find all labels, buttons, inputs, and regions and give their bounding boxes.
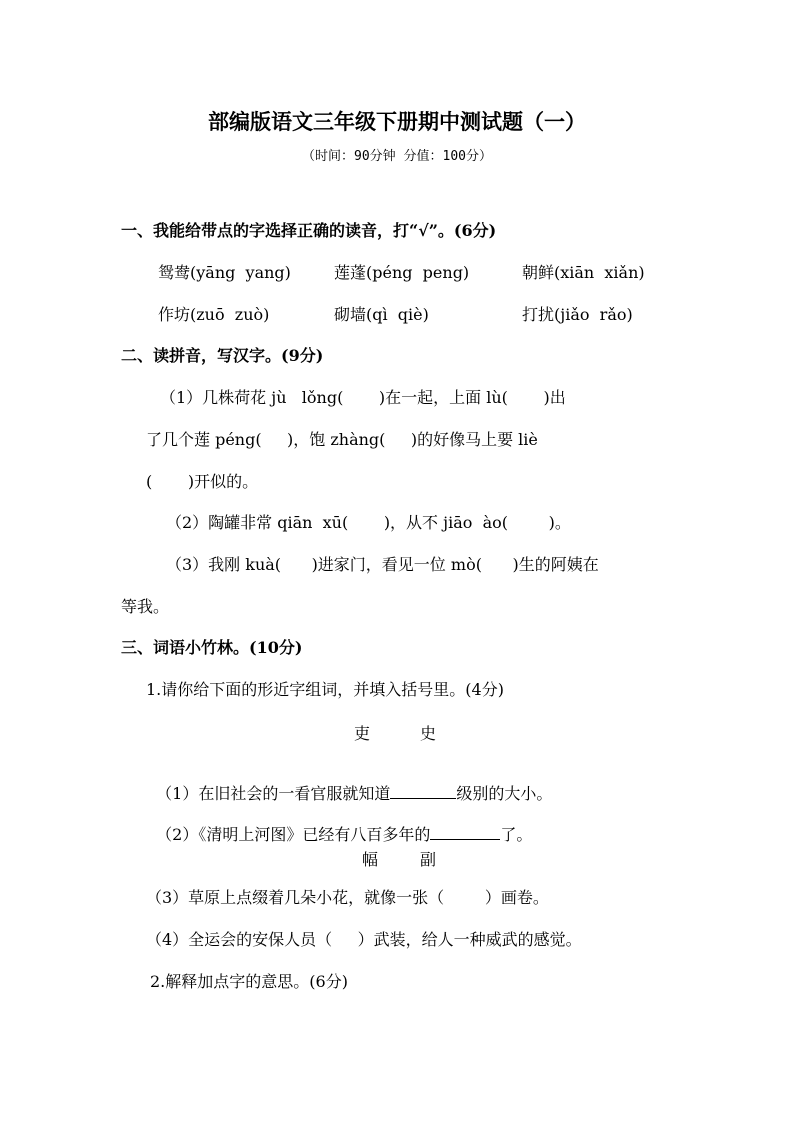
answer-blank-2[interactable] (430, 824, 500, 840)
answer-blank-1[interactable] (390, 783, 456, 799)
s1-row1-item3: 朝鲜(xiān xiǎn) (522, 263, 645, 282)
section-1-heading: 一、我能给带点的字选择正确的读音，打“√”。(6分) (121, 221, 497, 240)
pair2-char-2: 副 (420, 850, 437, 869)
pair1-char-2: 史 (420, 724, 437, 743)
s1-row2-item2: 砌墙(qì qiè) (334, 305, 429, 324)
section-3-heading: 三、词语小竹林。(10分) (121, 638, 303, 657)
section-2-heading: 二、读拼音，写汉字。(9分) (121, 346, 324, 365)
page-subtitle: （时间：90分钟 分值：100分） (302, 149, 492, 164)
pair1-char-1: 吏 (354, 724, 371, 743)
s3-question-1: 1.请你给下面的形近字组词，并填入括号里。(4分) (146, 680, 504, 699)
s3-question-2: 2.解释加点字的意思。(6分) (150, 972, 348, 991)
s3-item-2-end: 了。 (500, 825, 533, 844)
s1-row1-item1: 鸳鸯(yāng yang) (158, 263, 291, 282)
s1-row1-item2: 莲蓬(péng peng) (334, 263, 470, 282)
pair2-char-1: 幅 (362, 850, 379, 869)
s2-line-5: （3）我刚 kuà( )进家门，看见一位 mò( )生的阿姨在 (166, 555, 599, 574)
s1-row2-item1: 作坊(zuō zuò) (158, 305, 270, 324)
s3-item-4: （4）全运会的安保人员（ ）武装，给人一种威武的感觉。 (146, 930, 582, 949)
s2-line-1: （1）几株荷花 jù lǒng( )在一起，上面 lù( )出 (160, 388, 566, 407)
s3-item-2 (146, 804, 532, 845)
page-title: 部编版语文三年级下册期中测试题（一） (208, 109, 586, 134)
s3-item-3: （3）草原上点缀着几朵小花，就像一张（ ）画卷。 (146, 888, 549, 907)
s2-line-6: 等我。 (121, 597, 170, 616)
s3-item-1 (146, 763, 552, 804)
s3-item-1-text: （1）在旧社会的一看官服就知道 (156, 784, 391, 803)
s2-line-2: 了几个莲 péng( )，饱 zhàng( )的好像马上要 liè (146, 430, 538, 449)
s3-item-2-text: （2）《清明上河图》已经有八百多年的 (156, 825, 431, 844)
s3-item-1-end: 级别的大小。 (456, 784, 553, 803)
s2-line-4: （2）陶罐非常 qiān xū( )，从不 jiāo ào( )。 (166, 513, 571, 532)
s2-line-3: ( )开似的。 (146, 472, 259, 491)
s1-row2-item3: 打扰(jiǎo rǎo) (522, 305, 633, 324)
